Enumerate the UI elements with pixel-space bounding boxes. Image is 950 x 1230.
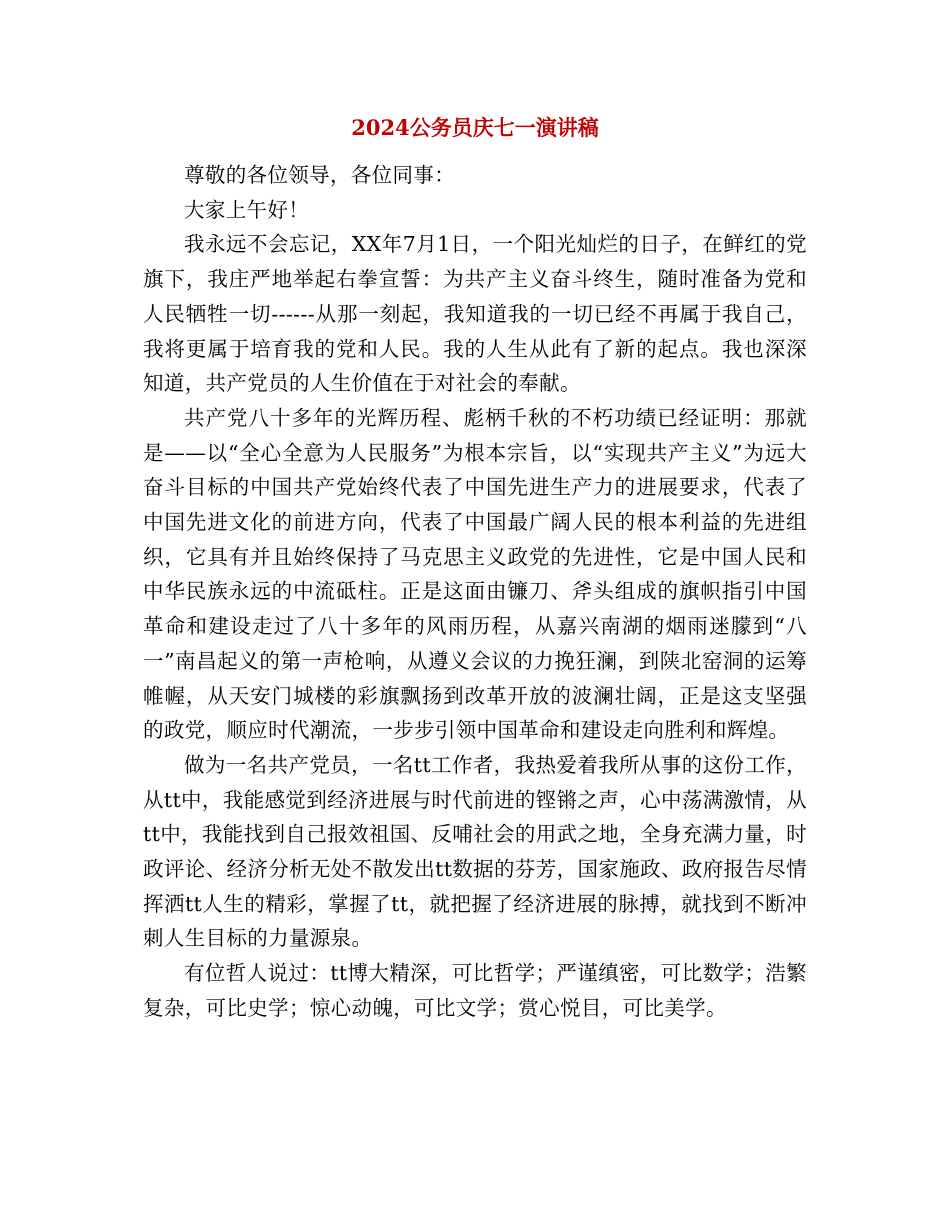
body-paragraph: 有位哲人说过：tt博大精深，可比哲学；严谨缜密，可比数学；浩繁复杂，可比史学；惊心动魄，可比文学；赏心悦目，可比美学。 <box>143 961 807 1020</box>
body-paragraph: 我永远不会忘记，XX年7月1日，一个阳光灿烂的日子，在鲜红的党旗下，我庄严地举起右拳宣誓：为共产主义奋斗终生，随时准备为党和人民牺牲一切------从那一刻起，我知道我的一切已经不再属于我自己，我将更属于培育我的党和人民。我的人生从此有了新的起点。我也深深知道，共产党员的人生价值在于对社会的奉献。 <box>143 232 807 396</box>
body-paragraph: 共产党八十多年的光辉历程、彪柄千秋的不朽功绩已经证明：那就是——以“全心全意为人民服务”为根本宗旨，以“实现共产主义”为远大奋斗目标的中国共产党始终代表了中国先进生产力的进展要求，代表了中国先进文化的前进方向，代表了中国最广阔人民的根本利益的先进组织，它具有并且始终保持了马克思主义政党的先进性，它是中国人民和中华民族永远的中流砥柱。正是这面由镰刀、斧头组成的旗帜指引中国革命和建设走过了八十多年的风雨历程，从嘉兴南湖的烟雨迷朦到“八一”南昌起义的第一声枪响，从遵义会议的力挽狂澜，到陕北窑洞的运筹帷幄，从天安门城楼的彩旗飘扬到改革开放的波澜壮阔，正是这支坚强的政党，顺应时代潮流，一步步引领中国革命和建设走向胜利和辉煌。 <box>143 405 807 743</box>
salutation-paragraph: 尊敬的各位领导，各位同事： <box>184 163 456 187</box>
body-paragraph: 做为一名共产党员，一名tt工作者，我热爱着我所从事的这份工作，从tt中，我能感觉到经济进展与时代前进的铿锵之声，心中荡满激情，从tt中，我能找到自己报效祖国、反哺社会的用武之地，全身充满力量，时政评论、经济分析无处不散发出tt数据的芬芳，国家施政、政府报告尽情挥洒tt人生的精彩，掌握了tt，就把握了经济进展的脉搏，就找到不断冲刺人生目标的力量源泉。 <box>143 752 807 951</box>
greeting-paragraph: 大家上午好！ <box>184 197 310 222</box>
document-body <box>143 158 807 1026</box>
document-title: 2024公务员庆七一演讲稿 <box>351 115 599 140</box>
